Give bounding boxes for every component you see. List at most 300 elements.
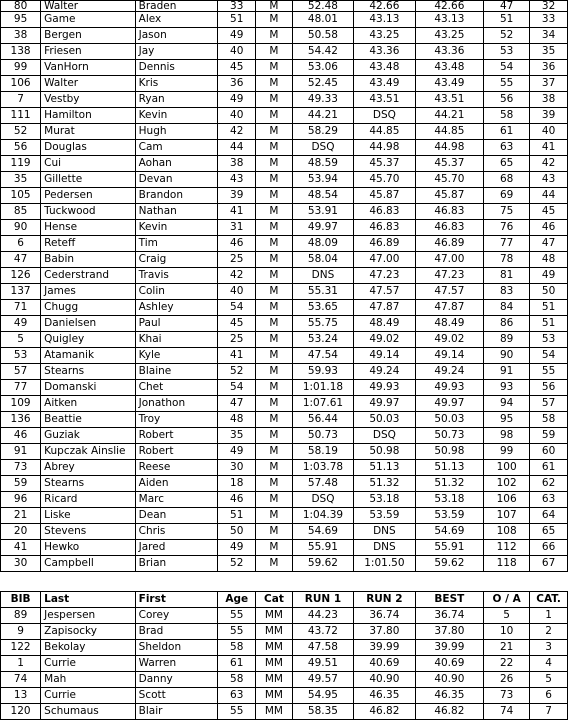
first-name-cell: Khai	[135, 332, 218, 348]
last-name-cell: Schumaus	[41, 704, 136, 720]
bib-cell: 74	[1, 672, 41, 688]
overall-rank-header: O / A	[484, 592, 530, 608]
first-name-cell: Jonathon	[135, 396, 218, 412]
run-1-cell: 1:01.18	[292, 380, 353, 396]
category-rank-cell: 56	[530, 380, 568, 396]
category-cell: M	[256, 108, 293, 124]
run-1-cell: 54.42	[292, 44, 353, 60]
bib-cell: 111	[1, 108, 41, 124]
category-cell: M	[256, 172, 293, 188]
category-cell: M	[256, 332, 293, 348]
run-1-cell: 55.31	[292, 284, 353, 300]
last-name-cell: Murat	[41, 124, 136, 140]
run-1-cell: 49.57	[292, 672, 353, 688]
age-cell: 46	[218, 492, 256, 508]
run-2-cell: DNS	[354, 540, 415, 556]
overall-rank-cell: 52	[484, 28, 530, 44]
table-row	[1, 444, 568, 460]
bib-cell: 137	[1, 284, 41, 300]
table-row	[1, 252, 568, 268]
bib-cell: 122	[1, 640, 41, 656]
table-row	[1, 172, 568, 188]
best-cell: 47.57	[415, 284, 484, 300]
category-cell: MM	[256, 608, 293, 624]
run-2-cell: 43.25	[354, 28, 415, 44]
run-1-cell: 57.48	[292, 476, 353, 492]
category-rank-cell: 64	[530, 508, 568, 524]
table-row	[1, 428, 568, 444]
category-cell: M	[256, 300, 293, 316]
best-cell: 47.00	[415, 252, 484, 268]
best-cell: 49.24	[415, 364, 484, 380]
bib-cell: 13	[1, 688, 41, 704]
overall-rank-cell: 108	[484, 524, 530, 540]
bib-cell: 99	[1, 60, 41, 76]
bib-cell: 91	[1, 444, 41, 460]
run-1-cell: 1:04.39	[292, 508, 353, 524]
run-2-cell: DSQ	[354, 428, 415, 444]
category-cell: MM	[256, 624, 293, 640]
category-cell: MM	[256, 672, 293, 688]
last-name-cell: Babin	[41, 252, 136, 268]
category-rank-cell: 58	[530, 412, 568, 428]
category-rank-cell: 57	[530, 396, 568, 412]
category-cell: M	[256, 284, 293, 300]
run-1-cell: 49.97	[292, 220, 353, 236]
best-cell: 45.37	[415, 156, 484, 172]
category-cell: M	[256, 460, 293, 476]
run-1-cell: 53.06	[292, 60, 353, 76]
category-rank-cell: 48	[530, 252, 568, 268]
run-2-cell: 43.13	[354, 12, 415, 28]
run-2-cell: 45.70	[354, 172, 415, 188]
run-1-cell: 53.24	[292, 332, 353, 348]
overall-rank-cell: 83	[484, 284, 530, 300]
table-row	[1, 640, 568, 656]
first-name-cell: Craig	[135, 252, 218, 268]
best-cell: 44.85	[415, 124, 484, 140]
category-rank-cell: 38	[530, 92, 568, 108]
category-rank-cell: 51	[530, 316, 568, 332]
overall-rank-cell: 76	[484, 220, 530, 236]
category-cell: M	[256, 60, 293, 76]
age-cell: 33	[218, 1, 256, 12]
first-name-cell: Nathan	[135, 204, 218, 220]
category-rank-cell: 41	[530, 140, 568, 156]
age-cell: 52	[218, 364, 256, 380]
age-cell: 38	[218, 156, 256, 172]
overall-rank-cell: 56	[484, 92, 530, 108]
run-1-cell: 59.62	[292, 556, 353, 572]
category-rank-cell: 42	[530, 156, 568, 172]
category-rank-cell: 4	[530, 656, 568, 672]
first-name-cell: Colin	[135, 284, 218, 300]
first-name-cell: Jared	[135, 540, 218, 556]
table-row	[1, 204, 568, 220]
last-name-cell: Liske	[41, 508, 136, 524]
best-cell: 43.49	[415, 76, 484, 92]
bib-header: BIB	[1, 592, 41, 608]
overall-rank-cell: 84	[484, 300, 530, 316]
overall-rank-cell: 22	[484, 656, 530, 672]
first-name-cell: Aiden	[135, 476, 218, 492]
category-cell: M	[256, 124, 293, 140]
last-name-cell: Stevens	[41, 524, 136, 540]
age-cell: 54	[218, 300, 256, 316]
overall-rank-cell: 10	[484, 624, 530, 640]
best-cell: 43.48	[415, 60, 484, 76]
run-1-cell: 54.69	[292, 524, 353, 540]
run-1-cell: 58.04	[292, 252, 353, 268]
run-1-cell: 54.95	[292, 688, 353, 704]
category-cell: M	[256, 220, 293, 236]
bib-cell: 109	[1, 396, 41, 412]
best-cell: 47.23	[415, 268, 484, 284]
last-name-cell: Guziak	[41, 428, 136, 444]
last-name-cell: VanHorn	[41, 60, 136, 76]
table-row	[1, 300, 568, 316]
overall-rank-cell: 100	[484, 460, 530, 476]
last-name-cell: Walter	[41, 1, 136, 12]
last-name-cell: Game	[41, 12, 136, 28]
run-1-cell: 44.21	[292, 108, 353, 124]
age-cell: 49	[218, 28, 256, 44]
first-name-cell: Blaine	[135, 364, 218, 380]
first-name-cell: Kevin	[135, 108, 218, 124]
run-2-cell: 37.80	[354, 624, 415, 640]
best-cell: 37.80	[415, 624, 484, 640]
category-cell: M	[256, 236, 293, 252]
best-cell: 48.49	[415, 316, 484, 332]
last-name-cell: Hamilton	[41, 108, 136, 124]
overall-rank-cell: 58	[484, 108, 530, 124]
last-name-cell: Walter	[41, 76, 136, 92]
best-cell: 50.98	[415, 444, 484, 460]
overall-rank-cell: 75	[484, 204, 530, 220]
category-rank-cell: 60	[530, 444, 568, 460]
run-2-cell: 40.90	[354, 672, 415, 688]
bib-cell: 126	[1, 268, 41, 284]
run-2-cell: 36.74	[354, 608, 415, 624]
age-cell: 48	[218, 412, 256, 428]
category-rank-cell: 49	[530, 268, 568, 284]
best-header: BEST	[415, 592, 484, 608]
category-cell: M	[256, 316, 293, 332]
category-rank-cell: 43	[530, 172, 568, 188]
bib-cell: 71	[1, 300, 41, 316]
bib-cell: 85	[1, 204, 41, 220]
table-row	[1, 688, 568, 704]
table-row	[1, 348, 568, 364]
best-cell: 40.69	[415, 656, 484, 672]
bib-cell: 56	[1, 140, 41, 156]
first-name-cell: Blair	[135, 704, 218, 720]
first-name-cell: Ryan	[135, 92, 218, 108]
best-cell: 39.99	[415, 640, 484, 656]
category-rank-cell: 34	[530, 28, 568, 44]
last-name-cell: Bergen	[41, 28, 136, 44]
category-rank-cell: 47	[530, 236, 568, 252]
run-1-header: RUN 1	[292, 592, 353, 608]
overall-rank-cell: 81	[484, 268, 530, 284]
run-2-cell: 49.97	[354, 396, 415, 412]
category-cell: M	[256, 44, 293, 60]
table-row	[1, 92, 568, 108]
first-name-cell: Reese	[135, 460, 218, 476]
run-1-cell: 55.75	[292, 316, 353, 332]
age-cell: 45	[218, 60, 256, 76]
category-rank-cell: 65	[530, 524, 568, 540]
first-name-cell: Robert	[135, 444, 218, 460]
age-cell: 51	[218, 12, 256, 28]
table-row	[1, 236, 568, 252]
table-row	[1, 188, 568, 204]
category-rank-cell: 66	[530, 540, 568, 556]
bib-cell: 52	[1, 124, 41, 140]
age-cell: 58	[218, 640, 256, 656]
first-name-cell: Brandon	[135, 188, 218, 204]
overall-rank-cell: 93	[484, 380, 530, 396]
table-row	[1, 156, 568, 172]
category-cell: M	[256, 540, 293, 556]
last-name-cell: Domanski	[41, 380, 136, 396]
category-cell: M	[256, 396, 293, 412]
table-row	[1, 656, 568, 672]
run-1-cell: 1:07.61	[292, 396, 353, 412]
first-name-cell: Scott	[135, 688, 218, 704]
table-row	[1, 540, 568, 556]
overall-rank-cell: 91	[484, 364, 530, 380]
age-cell: 40	[218, 108, 256, 124]
first-name-cell: Cam	[135, 140, 218, 156]
first-name-cell: Sheldon	[135, 640, 218, 656]
table-row	[1, 524, 568, 540]
category-rank-cell: 61	[530, 460, 568, 476]
last-name-cell: Hewko	[41, 540, 136, 556]
overall-rank-cell: 98	[484, 428, 530, 444]
table-row	[1, 332, 568, 348]
age-cell: 55	[218, 608, 256, 624]
best-cell: 36.74	[415, 608, 484, 624]
category-rank-cell: 55	[530, 364, 568, 380]
run-1-cell: 43.72	[292, 624, 353, 640]
bib-cell: 90	[1, 220, 41, 236]
best-cell: 49.97	[415, 396, 484, 412]
bib-cell: 6	[1, 236, 41, 252]
category-cell: M	[256, 348, 293, 364]
last-name-cell: Atamanik	[41, 348, 136, 364]
bib-cell: 89	[1, 608, 41, 624]
first-name-cell: Dean	[135, 508, 218, 524]
best-cell: 46.89	[415, 236, 484, 252]
table-row	[1, 124, 568, 140]
category-cell: M	[256, 492, 293, 508]
best-cell: 54.69	[415, 524, 484, 540]
table-row	[1, 268, 568, 284]
table-row	[1, 412, 568, 428]
overall-rank-cell: 63	[484, 140, 530, 156]
table-row	[1, 672, 568, 688]
table-row	[1, 556, 568, 572]
category-cell: MM	[256, 640, 293, 656]
age-cell: 25	[218, 252, 256, 268]
age-cell: 50	[218, 524, 256, 540]
age-cell: 42	[218, 124, 256, 140]
last-name-cell: Campbell	[41, 556, 136, 572]
last-name-cell: Aitken	[41, 396, 136, 412]
first-name-cell: Brad	[135, 624, 218, 640]
run-1-cell: 44.23	[292, 608, 353, 624]
last-name-cell: Vestby	[41, 92, 136, 108]
run-2-header: RUN 2	[354, 592, 415, 608]
age-cell: 55	[218, 624, 256, 640]
category-header: Cat	[256, 592, 293, 608]
overall-rank-cell: 55	[484, 76, 530, 92]
bib-cell: 21	[1, 508, 41, 524]
run-1-cell: 47.54	[292, 348, 353, 364]
run-1-cell: 53.91	[292, 204, 353, 220]
last-name-cell: Currie	[41, 688, 136, 704]
run-2-cell: 46.83	[354, 220, 415, 236]
age-cell: 49	[218, 92, 256, 108]
table-row	[1, 364, 568, 380]
first-name-header: First	[135, 592, 218, 608]
overall-rank-cell: 106	[484, 492, 530, 508]
category-rank-cell: 63	[530, 492, 568, 508]
category-rank-cell: 39	[530, 108, 568, 124]
last-name-cell: Danielsen	[41, 316, 136, 332]
bib-cell: 57	[1, 364, 41, 380]
category-cell: MM	[256, 656, 293, 672]
run-2-cell: 43.51	[354, 92, 415, 108]
category-cell: M	[256, 524, 293, 540]
category-cell: M	[256, 556, 293, 572]
category-rank-cell: 51	[530, 300, 568, 316]
run-1-cell: 53.65	[292, 300, 353, 316]
category-cell: M	[256, 508, 293, 524]
best-cell: 53.59	[415, 508, 484, 524]
run-2-cell: 44.85	[354, 124, 415, 140]
age-cell: 49	[218, 444, 256, 460]
run-1-cell: 52.45	[292, 76, 353, 92]
bib-cell: 49	[1, 316, 41, 332]
run-2-cell: 46.35	[354, 688, 415, 704]
run-2-cell: 1:01.50	[354, 556, 415, 572]
run-2-cell: 47.00	[354, 252, 415, 268]
table-row	[1, 108, 568, 124]
best-cell: 45.87	[415, 188, 484, 204]
run-2-cell: 53.59	[354, 508, 415, 524]
table-row	[1, 12, 568, 28]
age-cell: 54	[218, 380, 256, 396]
overall-rank-cell: 78	[484, 252, 530, 268]
overall-rank-cell: 86	[484, 316, 530, 332]
best-cell: 59.62	[415, 556, 484, 572]
category-cell: M	[256, 1, 293, 12]
overall-rank-cell: 89	[484, 332, 530, 348]
run-1-cell: 56.44	[292, 412, 353, 428]
category-cell: MM	[256, 704, 293, 720]
best-cell: 44.98	[415, 140, 484, 156]
table-row	[1, 624, 568, 640]
last-name-cell: Bekolay	[41, 640, 136, 656]
age-cell: 63	[218, 688, 256, 704]
bib-cell: 119	[1, 156, 41, 172]
run-2-cell: 49.02	[354, 332, 415, 348]
age-cell: 51	[218, 508, 256, 524]
run-2-cell: 43.49	[354, 76, 415, 92]
table-row	[1, 220, 568, 236]
first-name-cell: Alex	[135, 12, 218, 28]
bib-cell: 1	[1, 656, 41, 672]
best-cell: 43.13	[415, 12, 484, 28]
run-2-cell: 45.87	[354, 188, 415, 204]
best-cell: 46.35	[415, 688, 484, 704]
category-rank-cell: 6	[530, 688, 568, 704]
first-name-cell: Warren	[135, 656, 218, 672]
best-cell: 45.70	[415, 172, 484, 188]
overall-rank-cell: 54	[484, 60, 530, 76]
overall-rank-cell: 94	[484, 396, 530, 412]
category-rank-cell: 5	[530, 672, 568, 688]
age-cell: 43	[218, 172, 256, 188]
run-1-cell: DNS	[292, 268, 353, 284]
category-rank-cell: 54	[530, 348, 568, 364]
bib-cell: 5	[1, 332, 41, 348]
best-cell: 49.93	[415, 380, 484, 396]
bib-cell: 106	[1, 76, 41, 92]
run-2-cell: 51.32	[354, 476, 415, 492]
run-1-cell: 52.48	[292, 1, 353, 12]
age-cell: 44	[218, 140, 256, 156]
table-row	[1, 380, 568, 396]
overall-rank-cell: 95	[484, 412, 530, 428]
category-cell: M	[256, 12, 293, 28]
best-cell: 46.82	[415, 704, 484, 720]
best-cell: 55.91	[415, 540, 484, 556]
first-name-cell: Tim	[135, 236, 218, 252]
table-row	[1, 492, 568, 508]
run-2-cell: 50.03	[354, 412, 415, 428]
bib-cell: 9	[1, 624, 41, 640]
run-2-cell: 53.18	[354, 492, 415, 508]
category-cell: M	[256, 364, 293, 380]
overall-rank-cell: 61	[484, 124, 530, 140]
table-row	[1, 476, 568, 492]
bib-cell: 95	[1, 12, 41, 28]
best-cell: 50.73	[415, 428, 484, 444]
run-1-cell: 48.54	[292, 188, 353, 204]
category-cell: M	[256, 156, 293, 172]
run-2-cell: 43.36	[354, 44, 415, 60]
run-2-cell: 47.57	[354, 284, 415, 300]
first-name-cell: Dennis	[135, 60, 218, 76]
best-cell: 42.66	[415, 1, 484, 12]
last-name-cell: Tuckwood	[41, 204, 136, 220]
category-rank-cell: 53	[530, 332, 568, 348]
overall-rank-cell: 77	[484, 236, 530, 252]
best-cell: 53.18	[415, 492, 484, 508]
run-2-cell: 39.99	[354, 640, 415, 656]
last-name-cell: James	[41, 284, 136, 300]
first-name-cell: Jason	[135, 28, 218, 44]
run-2-cell: DSQ	[354, 108, 415, 124]
age-cell: 41	[218, 348, 256, 364]
category-cell: MM	[256, 688, 293, 704]
best-cell: 50.03	[415, 412, 484, 428]
run-2-cell: 48.49	[354, 316, 415, 332]
first-name-cell: Devan	[135, 172, 218, 188]
